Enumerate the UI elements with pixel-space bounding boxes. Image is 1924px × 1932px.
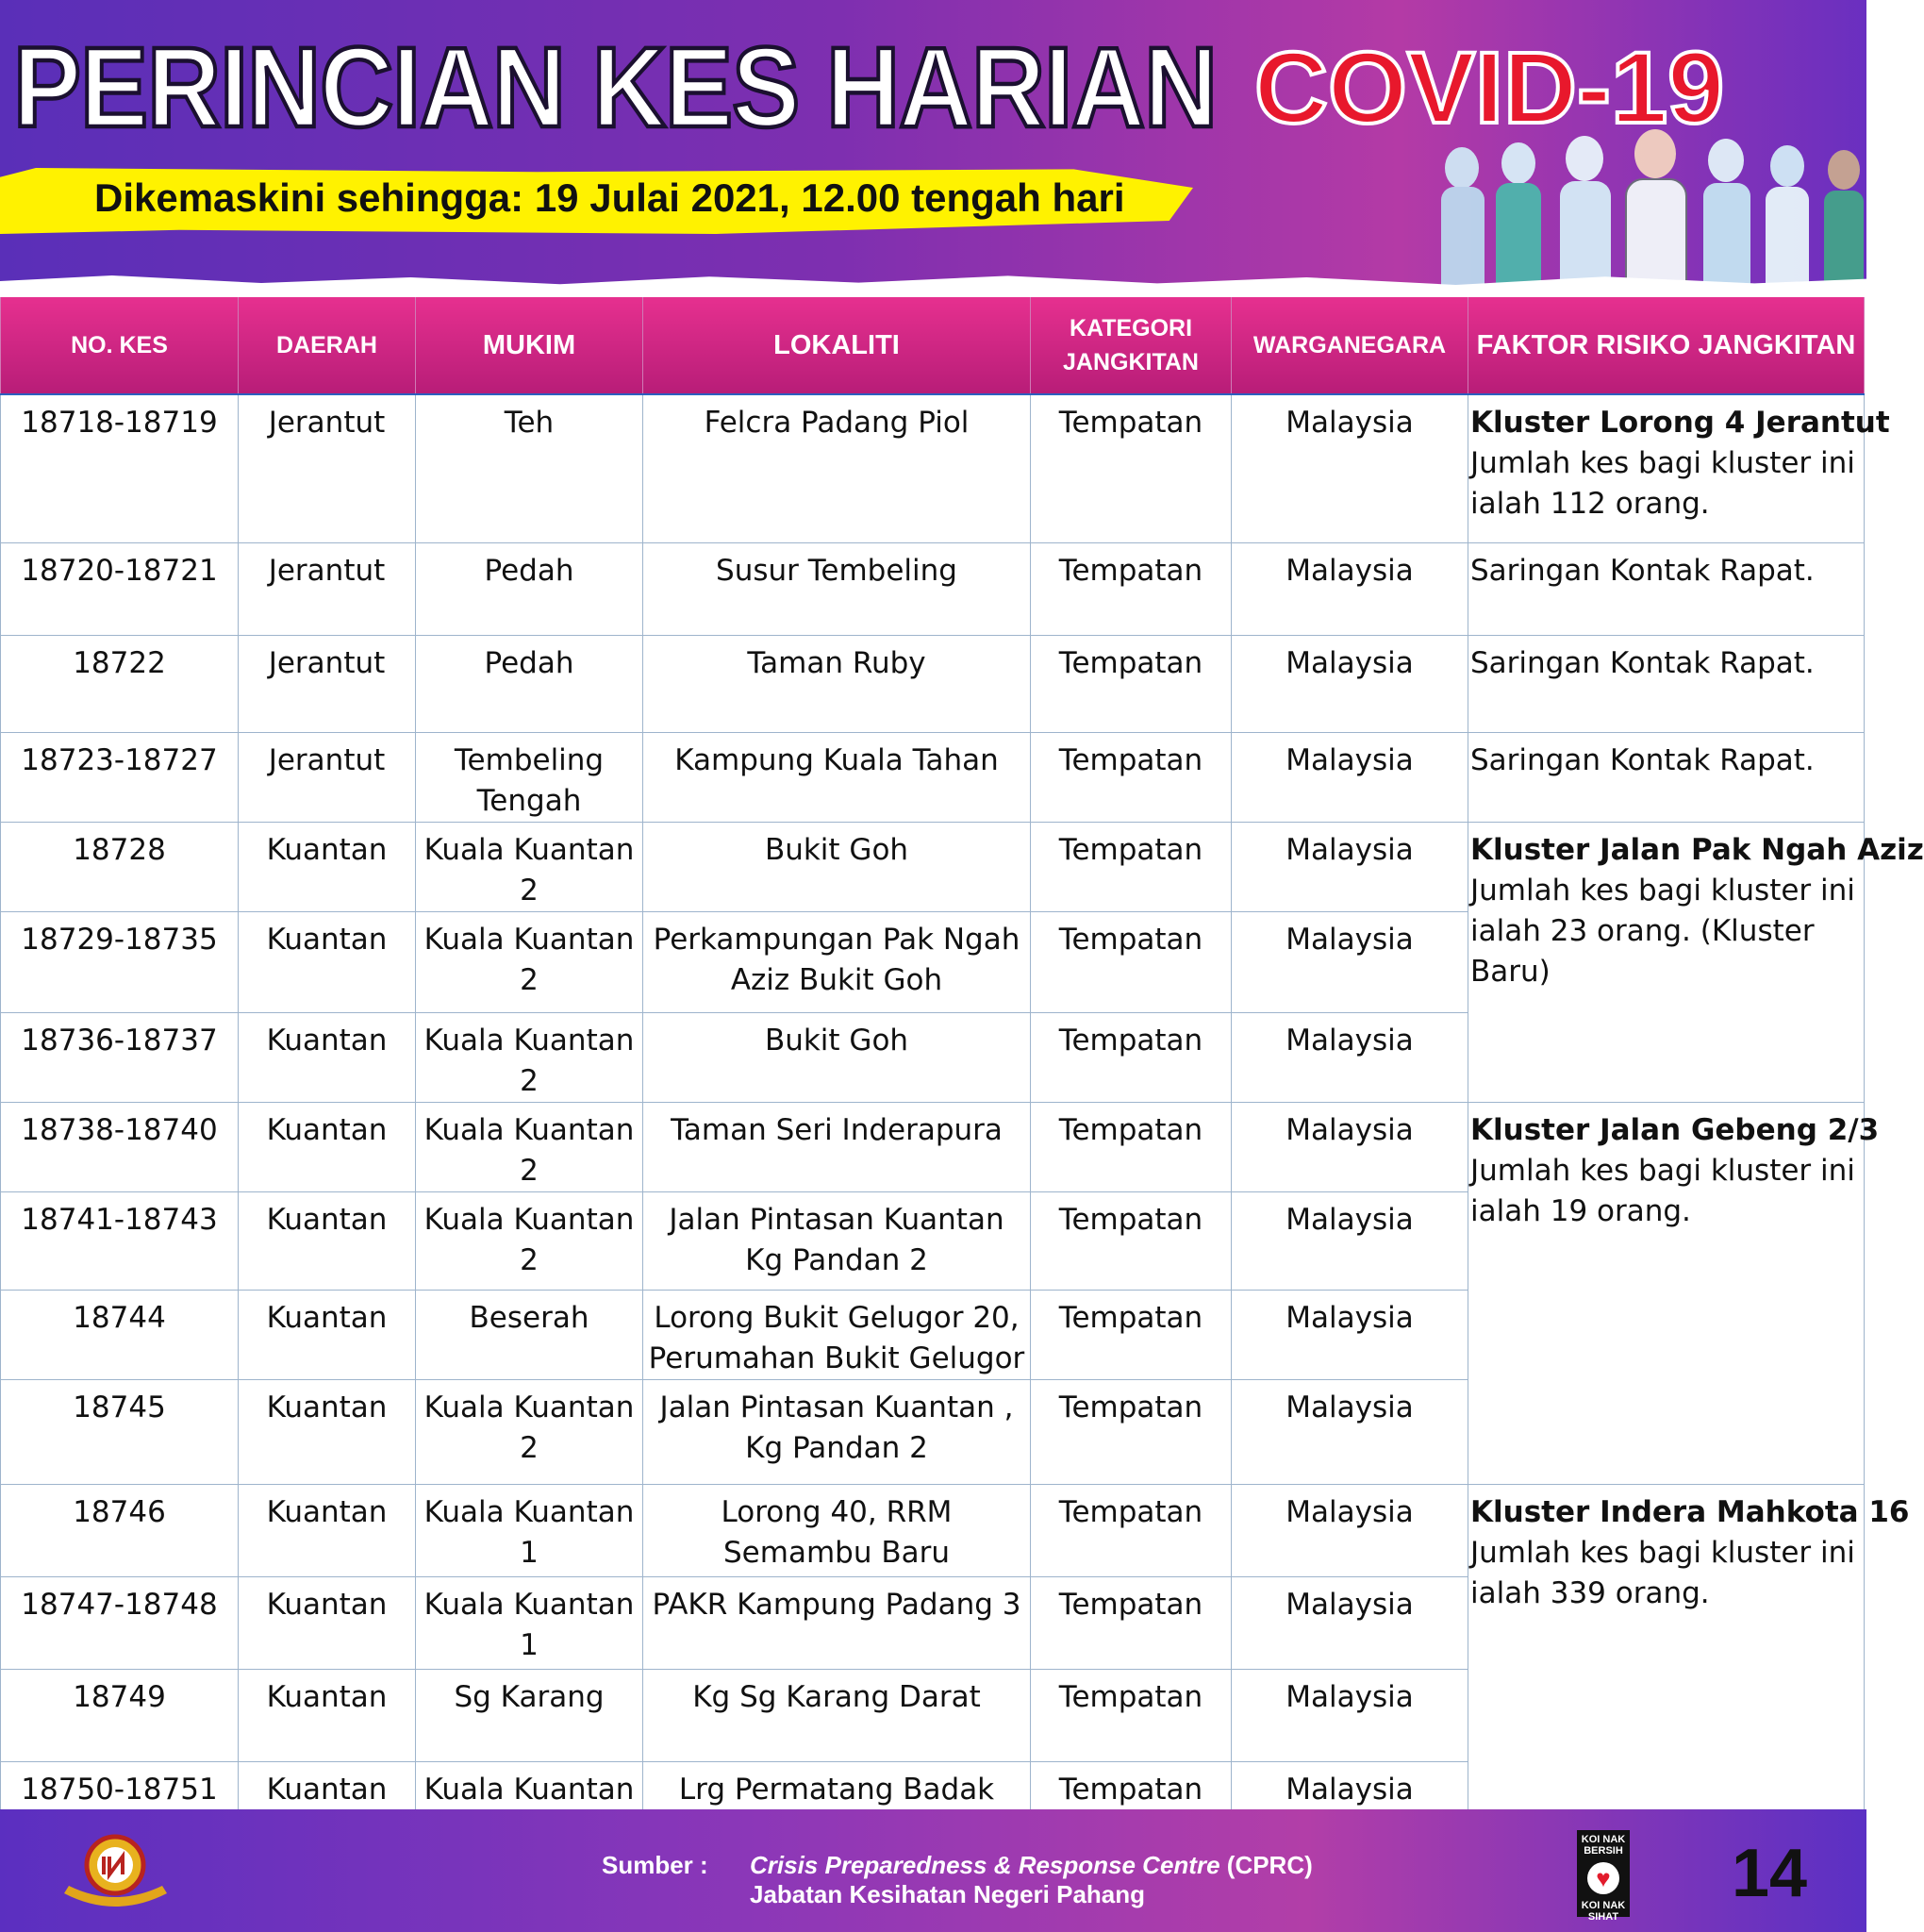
jkn-logo-icon: [57, 1825, 174, 1920]
page-title-covid: COVID-19: [1254, 30, 1725, 144]
cell-faktor-risiko: [1468, 1102, 1880, 1484]
cell-kategori: Tempatan: [1031, 635, 1232, 732]
source-organisation: [750, 1851, 1313, 1880]
cell-no-kes: 18723-18727: [1, 732, 239, 822]
cell-no-kes: 18747-18748: [1, 1576, 239, 1669]
cluster-name: Kluster Jalan Gebeng 2/3: [1470, 1112, 1880, 1147]
cell-warganegara: Malaysia: [1232, 1379, 1468, 1484]
cell-daerah: Kuantan: [239, 911, 416, 1012]
koi-badge-top-text: KOI NAK BERSIH: [1581, 1834, 1626, 1857]
cell-kategori: Tempatan: [1031, 732, 1232, 822]
cell-no-kes: 18750-18751: [1, 1761, 239, 1854]
cell-lokaliti: Bukit Goh: [643, 1012, 1031, 1102]
cell-lokaliti: Perkampungan Pak Ngah Aziz Bukit Goh: [643, 911, 1031, 1012]
column-header-no-kes: NO. KES: [1, 297, 239, 394]
cell-warganegara: Malaysia: [1232, 911, 1468, 1012]
cell-no-kes: 18745: [1, 1379, 239, 1484]
cell-daerah: Kuantan: [239, 1191, 416, 1290]
cell-mukim: Kuala Kuantan 1: [416, 1484, 643, 1576]
table-row: [1, 1102, 1865, 1191]
source-label: Sumber :: [602, 1851, 708, 1879]
cell-warganegara: Malaysia: [1232, 635, 1468, 732]
cell-mukim: Kuala Kuantan 2: [416, 1379, 643, 1484]
column-header-mukim: MUKIM: [416, 297, 643, 394]
cell-lokaliti: Kg Sg Karang Darat: [643, 1669, 1031, 1761]
cell-daerah: Kuantan: [239, 1012, 416, 1102]
cell-lokaliti: Felcra Padang Piol: [643, 394, 1031, 542]
cell-kategori: Tempatan: [1031, 822, 1232, 911]
cell-lokaliti: Taman Ruby: [643, 635, 1031, 732]
risk-description: Saringan Kontak Rapat.: [1470, 553, 1815, 588]
koi-nak-bersih-badge: [1577, 1830, 1630, 1923]
cell-mukim: Kuala Kuantan 2: [416, 1012, 643, 1102]
cell-daerah: Kuantan: [239, 1669, 416, 1761]
cell-no-kes: 18746: [1, 1484, 239, 1576]
cell-kategori: Tempatan: [1031, 1669, 1232, 1761]
cell-lokaliti: Taman Seri Inderapura: [643, 1102, 1031, 1191]
cluster-description: Jumlah kes bagi kluster ini ialah 112 orang.: [1470, 446, 1855, 521]
cell-warganegara: Malaysia: [1232, 394, 1468, 542]
cell-warganegara: Malaysia: [1232, 1484, 1468, 1576]
cell-lokaliti: Bukit Goh: [643, 822, 1031, 911]
cell-no-kes: 18718-18719: [1, 394, 239, 542]
column-header-faktor-risiko: FAKTOR RISIKO JANGKITAN: [1468, 297, 1865, 394]
source-department: Jabatan Kesihatan Negeri Pahang: [750, 1880, 1146, 1908]
cell-no-kes: 18741-18743: [1, 1191, 239, 1290]
cell-faktor-risiko: [1468, 822, 1924, 1102]
cell-daerah: Jerantut: [239, 542, 416, 635]
cell-faktor-risiko: [1468, 1484, 1910, 1854]
cell-kategori: Tempatan: [1031, 911, 1232, 1012]
column-header-warganegara: WARGANEGARA: [1232, 297, 1468, 394]
cell-faktor-risiko: [1468, 542, 1865, 635]
cell-no-kes: 18749: [1, 1669, 239, 1761]
cell-no-kes: 18736-18737: [1, 1012, 239, 1102]
cell-warganegara: Malaysia: [1232, 1576, 1468, 1669]
cluster-description: Jumlah kes bagi kluster ini ialah 19 orang.: [1470, 1153, 1855, 1228]
cell-lokaliti: Lrg Permatang Badak: [643, 1761, 1031, 1854]
cell-no-kes: 18729-18735: [1, 911, 239, 1012]
cell-lokaliti: Lorong 40, RRM Semambu Baru: [643, 1484, 1031, 1576]
cell-daerah: Jerantut: [239, 635, 416, 732]
table-row: [1, 394, 1865, 542]
cell-kategori: Tempatan: [1031, 1379, 1232, 1484]
cell-kategori: Tempatan: [1031, 1102, 1232, 1191]
cell-mukim: Kuala Kuantan 2: [416, 911, 643, 1012]
cell-mukim: Kuala Kuantan: [416, 1761, 643, 1854]
cell-daerah: Jerantut: [239, 394, 416, 542]
cell-kategori: Tempatan: [1031, 1012, 1232, 1102]
cell-no-kes: 18720-18721: [1, 542, 239, 635]
cluster-description: Jumlah kes bagi kluster ini ialah 23 orang. (Kluster Baru): [1470, 873, 1855, 989]
heart-icon: ♥: [1587, 1862, 1619, 1894]
cell-daerah: Kuantan: [239, 1379, 416, 1484]
source-org-name: Crisis Preparedness & Response Centre: [750, 1851, 1220, 1879]
cell-mukim: Pedah: [416, 542, 643, 635]
cluster-name: Kluster Lorong 4 Jerantut: [1470, 406, 1890, 440]
cell-faktor-risiko: [1468, 732, 1865, 822]
cluster-description: Jumlah kes bagi kluster ini ialah 339 orang.: [1470, 1535, 1855, 1610]
cell-no-kes: 18738-18740: [1, 1102, 239, 1191]
cluster-name: Kluster Indera Mahkota 16: [1470, 1494, 1910, 1529]
cell-faktor-risiko: [1468, 394, 1890, 542]
table-row: [1, 542, 1865, 635]
cell-mukim: Pedah: [416, 635, 643, 732]
page-title: PERINCIAN KES HARIAN: [13, 23, 1218, 151]
cluster-name: Kluster Jalan Pak Ngah Aziz: [1470, 832, 1924, 867]
table-header-row: [1, 297, 1865, 394]
cell-lokaliti: Lorong Bukit Gelugor 20, Perumahan Bukit Gelugor: [643, 1290, 1031, 1379]
cell-mukim: Kuala Kuantan 2: [416, 822, 643, 911]
cell-mukim: Kuala Kuantan 1: [416, 1576, 643, 1669]
cell-warganegara: Malaysia: [1232, 1669, 1468, 1761]
cell-mukim: Teh: [416, 394, 643, 542]
cell-kategori: Tempatan: [1031, 1484, 1232, 1576]
cell-warganegara: Malaysia: [1232, 542, 1468, 635]
cell-kategori: Tempatan: [1031, 1290, 1232, 1379]
cell-daerah: Kuantan: [239, 1102, 416, 1191]
column-header-lokaliti: LOKALITI: [643, 297, 1031, 394]
cell-no-kes: 18722: [1, 635, 239, 732]
cell-lokaliti: Jalan Pintasan Kuantan , Kg Pandan 2: [643, 1379, 1031, 1484]
table-row: [1, 1484, 1865, 1576]
updated-date: Dikemaskini sehingga: 19 Julai 2021, 12.00 tengah hari: [94, 175, 1125, 220]
cell-lokaliti: PAKR Kampung Padang 3: [643, 1576, 1031, 1669]
cell-kategori: Tempatan: [1031, 1576, 1232, 1669]
cell-faktor-risiko: [1468, 635, 1865, 732]
cell-daerah: Kuantan: [239, 1484, 416, 1576]
cell-mukim: Beserah: [416, 1290, 643, 1379]
cell-no-kes: 18728: [1, 822, 239, 911]
cell-daerah: Kuantan: [239, 822, 416, 911]
cell-warganegara: Malaysia: [1232, 732, 1468, 822]
koi-badge-bottom-text: KOI NAK SIHAT: [1581, 1900, 1626, 1923]
table-row: [1, 635, 1865, 732]
cell-warganegara: Malaysia: [1232, 1761, 1468, 1854]
cell-kategori: Tempatan: [1031, 1191, 1232, 1290]
cell-lokaliti: Kampung Kuala Tahan: [643, 732, 1031, 822]
page-number: 14: [1732, 1836, 1808, 1911]
cell-warganegara: Malaysia: [1232, 1102, 1468, 1191]
cell-daerah: Jerantut: [239, 732, 416, 822]
risk-description: Saringan Kontak Rapat.: [1470, 645, 1815, 680]
cell-warganegara: Malaysia: [1232, 1290, 1468, 1379]
cell-lokaliti: Susur Tembeling: [643, 542, 1031, 635]
cell-warganegara: Malaysia: [1232, 1191, 1468, 1290]
column-header-daerah: DAERAH: [239, 297, 416, 394]
table-row: [1, 732, 1865, 822]
case-table: [0, 297, 1924, 1855]
cell-no-kes: 18744: [1, 1290, 239, 1379]
cell-daerah: Kuantan: [239, 1576, 416, 1669]
cell-mukim: Kuala Kuantan 2: [416, 1102, 643, 1191]
cell-mukim: Kuala Kuantan 2: [416, 1191, 643, 1290]
cell-daerah: Kuantan: [239, 1290, 416, 1379]
cell-lokaliti: Jalan Pintasan Kuantan Kg Pandan 2: [643, 1191, 1031, 1290]
cell-kategori: Tempatan: [1031, 1761, 1232, 1854]
cell-warganegara: Malaysia: [1232, 822, 1468, 911]
column-header-kategori: KATEGORI JANGKITAN: [1031, 297, 1232, 394]
source-org-abbr: (CPRC): [1226, 1851, 1313, 1879]
cell-mukim: Tembeling Tengah: [416, 732, 643, 822]
cell-mukim: Sg Karang: [416, 1669, 643, 1761]
cell-daerah: Kuantan: [239, 1761, 416, 1854]
table-row: [1, 822, 1865, 911]
cell-kategori: Tempatan: [1031, 394, 1232, 542]
cell-warganegara: Malaysia: [1232, 1012, 1468, 1102]
risk-description: Saringan Kontak Rapat.: [1470, 742, 1815, 777]
cell-kategori: Tempatan: [1031, 542, 1232, 635]
